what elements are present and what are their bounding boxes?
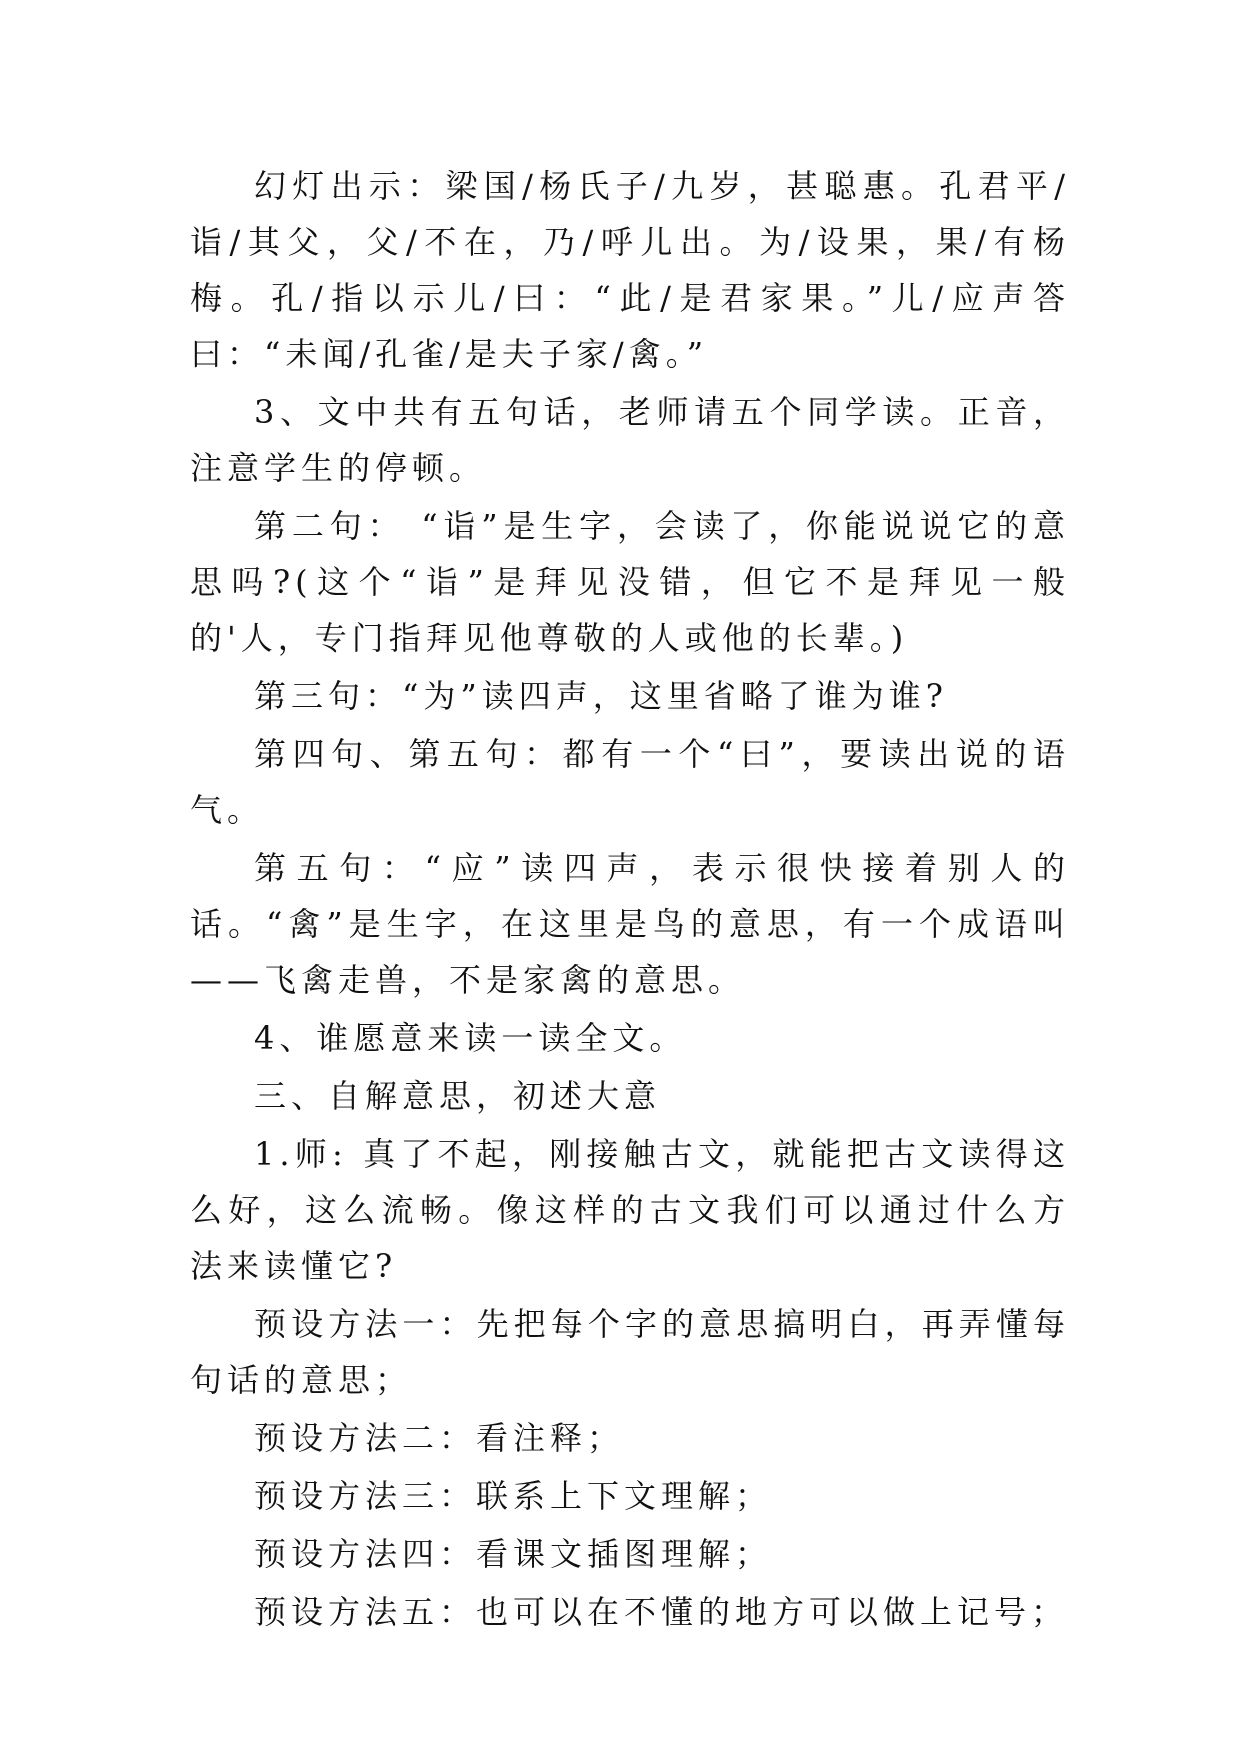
paragraph-method-3: 预设方法三：联系上下文理解；: [254, 1477, 773, 1515]
paragraph-step-4: 4、谁愿意来读一读全文。: [254, 1019, 687, 1057]
paragraph-method-4: 预设方法四：看课文插图理解；: [254, 1535, 773, 1573]
paragraph-method-5: 预设方法五：也可以在不懂的地方可以做上记号；: [254, 1593, 1069, 1631]
paragraph-sentence-4-5: 第四句、第五句：都有一个“曰”，要读出说的语气。: [190, 735, 1070, 829]
paragraph-sentence-3: 第三句：“为”读四声，这里省略了谁为谁?: [254, 677, 948, 715]
paragraph-slide-text: 幻灯出示：梁国/杨氏子/九岁，甚聪惠。孔君平/诣/其父，父/不在，乃/呼儿出。为/设果，果/有杨梅。孔/指以示儿/曰：“此/是君家果。”儿/应声答曰：“未闻/孔雀/是夫子家/禽。”: [190, 167, 1070, 373]
paragraph-step-3: 3、文中共有五句话，老师请五个同学读。正音，注意学生的停顿。: [190, 393, 1070, 487]
document-page: [190, 158, 1070, 1642]
paragraph-method-1: 预设方法一：先把每个字的意思搞明白，再弄懂每句话的意思；: [190, 1305, 1070, 1399]
paragraph-method-2: 预设方法二：看注释；: [254, 1419, 625, 1457]
section-heading-3: 三、自解意思，初述大意: [254, 1077, 662, 1115]
paragraph-sentence-2: 第二句： “诣”是生字，会读了，你能说说它的意思吗?(这个“诣”是拜见没错，但它不是拜见一般的'人，专门指拜见他尊敬的人或他的长辈。): [190, 507, 1070, 657]
paragraph-teacher-question: 1.师: 真了不起，刚接触古文，就能把古文读得这么好，这么流畅。像这样的古文我们可以通过什么方法来读懂它?: [190, 1135, 1070, 1285]
paragraph-sentence-5: 第五句：“应”读四声，表示很快接着别人的话。“禽”是生字，在这里是鸟的意思，有一个成语叫——飞禽走兽，不是家禽的意思。: [190, 849, 1070, 999]
